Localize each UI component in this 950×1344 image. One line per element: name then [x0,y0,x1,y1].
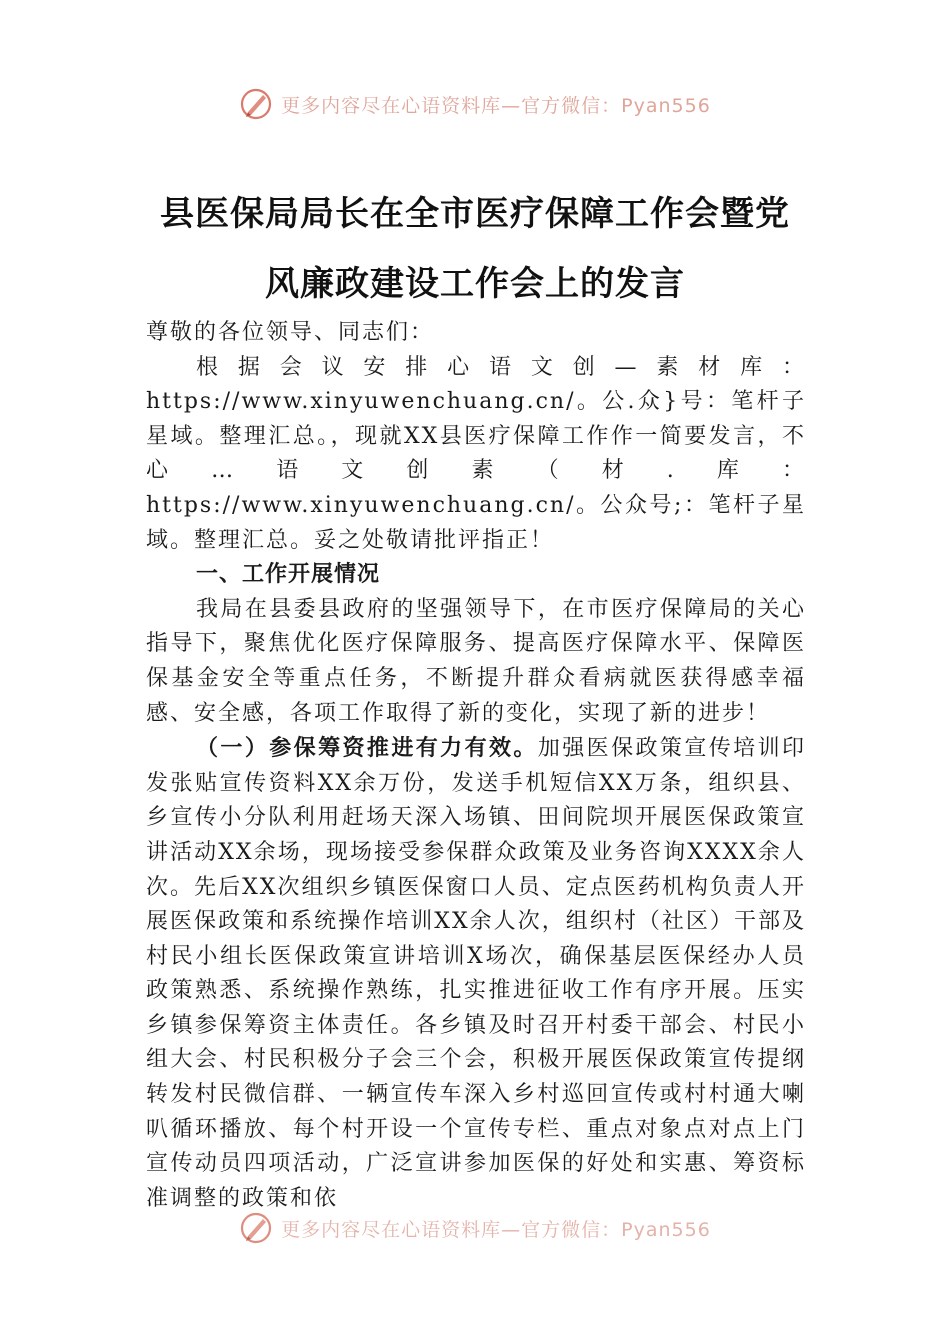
section-paragraph: 我局在县委县政府的坚强领导下，在市医疗保障局的关心指导下，聚焦优化医疗保障服务、提高医疗保障水平、保障医保基金安全等重点任务，不断提升群众看病就医获得感幸福感、安全感，各项工作取得了新的变化，实现了新的进步！ [146,596,806,726]
watermark-header [0,84,950,124]
intro-paragraph: 根据会议安排心语文创—素材库：https://www.xinyuwenchuang.cn/。公.众}号：笔杆子星域。整理汇总。，现就XX县医疗保障工作作一简要发言，不心…语文创素（材.库：https://www.xinyuwenchuang.cn/。公众号;：笔杆子星域。整理汇总。妥之处敬请批评指正！ [146,354,806,553]
pen-logo-icon [239,1211,273,1245]
watermark-footer [0,1208,950,1248]
watermark-text: 更多内容尽在心语资料库—官方微信：Pyan556 [281,1218,711,1241]
watermark-text: 更多内容尽在心语资料库—官方微信：Pyan556 [281,94,711,117]
subsection-paragraph [146,731,806,1216]
subsection-text: 加强医保政策宣传培训印发张贴宣传资料XX余万份，发送手机短信XX万条，组织县、乡宣传小分队利用赶场天深入场镇、田间院坝开展医保政策宣讲活动XX余场，现场接受参保群众政策及业务咨询XXXX余人次。先后XX次组织乡镇医保窗口人员、定点医药机构负责人开展医保政策和系统操作培训XX余人次，组织村（社区）干部及村民小组长医保政策宣讲培训X场次，确保基层医保经办人员政策熟悉、系统操作熟练，扎实推进征收工作有序开展。压实乡镇参保筹资主体责任。各乡镇及时召开村委干部会、村民小组大会、村民积极分子会三个会，积极开展医保政策宣传提纲转发村民微信群、一辆宣传车深入乡村巡回宣传或村村通大喇叭循环播放、每个村开设一个宣传专栏、重点对象点对点上门宣传动员四项活动，广泛宣讲参加医保的好处和实惠、筹资标准调整的政策和依 [146,736,806,1211]
document-title-line1: 县医保局局长在全市医疗保障工作会暨党 [160,194,790,234]
pen-logo-icon [239,87,273,121]
document-body [146,316,806,1216]
salutation: 尊敬的各位领导、同志们： [146,320,435,345]
section-heading: 一、工作开展情况 [196,562,381,588]
subsection-heading: （一）参保筹资推进有力有效。 [196,735,538,762]
document-title-line2: 风廉政建设工作会上的发言 [265,264,685,304]
